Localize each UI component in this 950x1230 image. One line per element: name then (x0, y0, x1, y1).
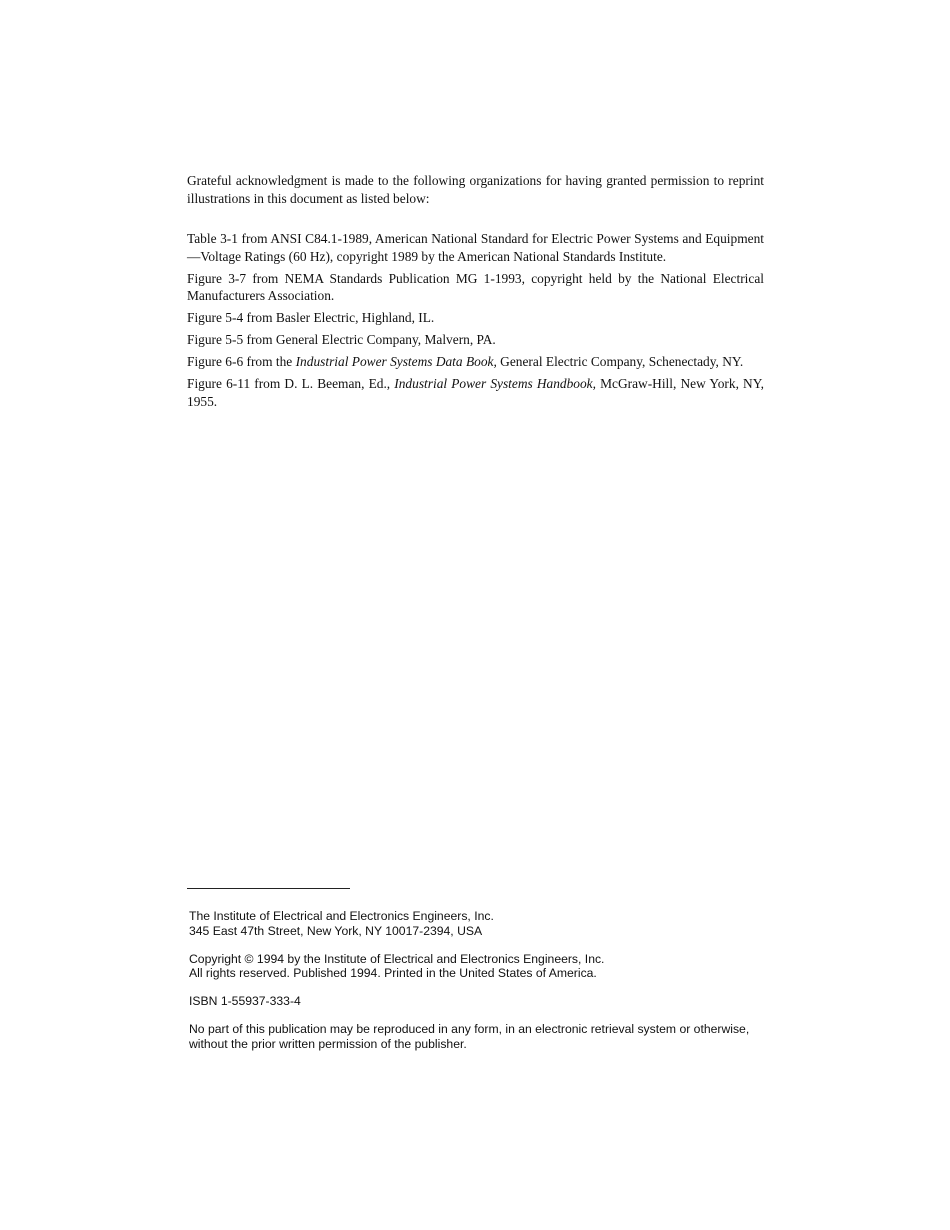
credit-text: Figure 3-7 from NEMA Standards Publication MG 1-1993, copyright held by the National Electrical Manufacturers Association. (187, 270, 764, 303)
credit-figure-6-11 (187, 375, 764, 410)
credit-text: Figure 6-11 from D. L. Beeman, Ed., (187, 376, 395, 391)
copyright-block (189, 952, 789, 981)
publisher-address: 345 East 47th Street, New York, NY 10017-2394, USA (189, 923, 483, 938)
publisher-name: The Institute of Electrical and Electronics Engineers, Inc. (189, 909, 494, 923)
credit-text: Figure 5-5 from General Electric Company, Malvern, PA. (187, 332, 496, 347)
credit-text: Figure 6-6 from the (187, 354, 296, 369)
credit-text: Figure 5-4 from Basler Electric, Highland, IL. (187, 310, 435, 325)
credit-source-title: Industrial Power Systems Handbook, (394, 376, 596, 391)
divider-rule (187, 888, 350, 889)
copyright-notice: Copyright © 1994 by the Institute of Electrical and Electronics Engineers, Inc. (189, 951, 605, 966)
reproduction-notice (189, 1022, 789, 1051)
isbn: ISBN 1-55937-333-4 (189, 994, 301, 1008)
credit-figure-3-7 (187, 270, 764, 305)
isbn-block (189, 994, 789, 1009)
rights-notice: All rights reserved. Published 1994. Printed in the United States of America. (189, 966, 597, 980)
credit-figure-6-6 (187, 353, 764, 371)
publisher-block (189, 909, 789, 938)
credit-source-title: Industrial Power Systems Data Book, (295, 354, 497, 369)
credit-figure-5-5 (187, 331, 764, 349)
credit-text: Table 3-1 from ANSI C84.1-1989, American National Standard for Electric Power Systems and Equipment—Voltage Ratings (60 Hz), copyright 1989 by the American National Standards Institute. (187, 231, 764, 264)
credit-text: McGraw-Hill, New York, NY, 1955. (187, 376, 765, 409)
acknowledgments-intro: Grateful acknowledgment is made to the following organizations for having granted permission to reprint illustrations in this document as listed below: (187, 173, 764, 206)
credit-table-3-1 (187, 230, 764, 265)
publisher-imprint (189, 909, 789, 1065)
notice-line: No part of this publication may be reproduced in any form, in an electronic retrieval system or otherwise, (189, 1022, 750, 1036)
credit-text: General Electric Company, Schenectady, NY. (496, 354, 744, 369)
acknowledgments-section (187, 172, 764, 415)
notice-line: without the prior written permission of the publisher. (189, 1036, 467, 1051)
credit-figure-5-4 (187, 309, 764, 327)
